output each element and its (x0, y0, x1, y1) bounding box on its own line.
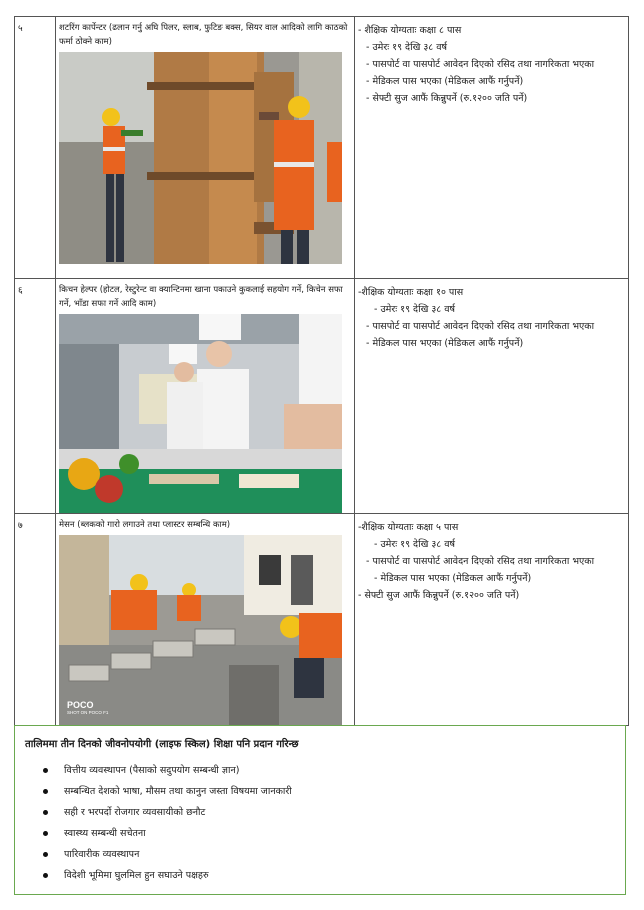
bullet-icon (43, 768, 48, 773)
list-item-text: पारिवारीक व्यवस्थापन (64, 849, 140, 860)
row-number: ७ (15, 514, 56, 726)
requirements-cell (355, 17, 629, 279)
list-item-text: सही र भरपर्दो रोजगार व्यवसायीको छनौट (64, 807, 206, 818)
row-number: ६ (15, 279, 56, 514)
carpenter-photo (59, 52, 342, 264)
bullet-icon (43, 852, 48, 857)
requirement-item: -शैक्षिक योग्यताः कक्षा १० पास (358, 287, 464, 298)
camera-watermark: POCO SHOT ON POCO F1 (67, 699, 109, 715)
bullet-icon (43, 831, 48, 836)
life-skills-list (43, 760, 615, 886)
bullet-icon (43, 810, 48, 815)
list-item (43, 760, 615, 781)
list-item-text: स्वास्थ्य सम्बन्धी सचेतना (64, 828, 146, 839)
kitchen-helper-photo (59, 314, 342, 513)
requirement-item: - सेफ्टी सुज आफैं किन्नुपर्ने (रु.१२०० जति पर्ने) (358, 590, 520, 601)
requirement-item: - मेडिकल पास भएका (मेडिकल आफैं गर्नुपर्ने) (366, 338, 524, 349)
bullet-icon (43, 873, 48, 878)
list-item-text: सम्बन्धित देशको भाषा, मौसम तथा कानुन जस्ता विषयमा जानकारी (64, 786, 292, 797)
requirement-item: - सेफ्टी सुज आफैं किन्नुपर्ने (रु.१२०० जति पर्ने) (366, 93, 528, 104)
life-skills-box (14, 725, 626, 895)
job-title: मेसन (ब्लकको गारो लगाउने तथा प्लास्टर सम्बन्धि काम) (59, 520, 231, 530)
requirement-item: - उमेरः १९ देखि ३८ वर्ष (374, 304, 456, 315)
job-cell (56, 17, 355, 279)
bullet-icon (43, 789, 48, 794)
requirement-item: - पासपोर्ट वा पासपोर्ट आवेदन दिएको रसिद तथा नागरिकता भएका (366, 321, 595, 332)
list-item (43, 781, 615, 802)
list-item (43, 865, 615, 886)
requirement-item: -शैक्षिक योग्यताः कक्षा ५ पास (358, 522, 459, 533)
requirement-item: - शैक्षिक योग्यताः कक्षा ८ पास (358, 25, 462, 36)
requirement-item: - उमेरः १९ देखि ३८ वर्ष (374, 539, 456, 550)
mason-photo (59, 535, 342, 725)
row-number: ५ (15, 17, 56, 279)
requirement-item: - मेडिकल पास भएका (मेडिकल आफैं गर्नुपर्ने) (366, 76, 524, 87)
list-item (43, 802, 615, 823)
job-cell (56, 514, 355, 726)
table-row (15, 17, 629, 279)
life-skills-heading: तालिममा तीन दिनको जीवनोपयोगी (लाइफ स्किल) शिक्षा पनि प्रदान गरिन्छ (25, 739, 299, 750)
requirement-item: - उमेरः १९ देखि ३८ वर्ष (366, 42, 448, 53)
list-item-text: वित्तीय व्यवस्थापन (पैसाको सदुपयोग सम्बन्धी ज्ञान) (64, 765, 240, 776)
list-item (43, 844, 615, 865)
job-table (14, 16, 629, 726)
requirements-cell (355, 279, 629, 514)
requirement-item: - मेडिकल पास भएका (मेडिकल आफैं गर्नुपर्ने) (374, 573, 532, 584)
list-item (43, 823, 615, 844)
table-row (15, 279, 629, 514)
job-title: शटरिंग कार्पेन्टर (ढलान गर्नु अघि पिलर, स्लाब, फुटिङ बक्स, सियर वाल आदिको लागि काठको फर्मा ठोक्ने काम) (59, 23, 348, 47)
requirement-item: - पासपोर्ट वा पासपोर्ट आवेदन दिएको रसिद तथा नागरिकता भएका (366, 556, 595, 567)
requirements-cell (355, 514, 629, 726)
requirement-item: - पासपोर्ट वा पासपोर्ट आवेदन दिएको रसिद तथा नागरिकता भएका (366, 59, 595, 70)
table-row (15, 514, 629, 726)
job-cell (56, 279, 355, 514)
list-item-text: विदेशी भूमिमा घुलमिल हुन सघाउने पक्षहरु (64, 870, 209, 881)
job-title: किचन हेल्पर (होटल, रेस्टुरेन्ट वा क्यान्टिनमा खाना पकाउने कुकलाई सहयोग गर्ने, किचेन सफा गर्ने, भाँडा सफा गर्ने आदि काम) (59, 285, 343, 309)
